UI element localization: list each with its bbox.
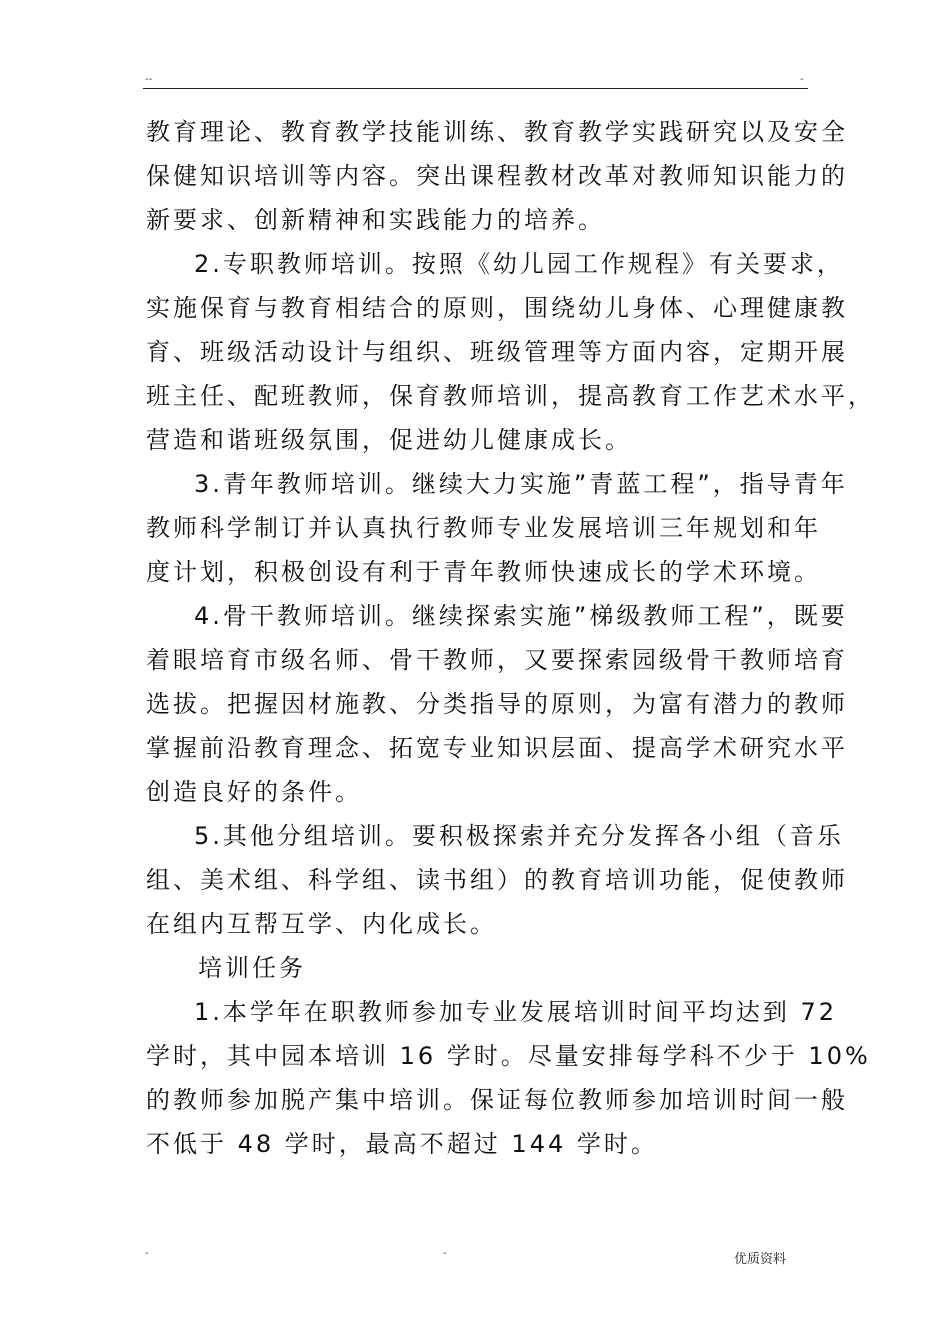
text-line: 营造和谐班级氛围，促进幼儿健康成长。 (146, 426, 632, 454)
text-line: 新要求、创新精神和实践能力的培养。 (146, 206, 605, 234)
text-line: 实施保育与教育相结合的原则，围绕幼儿身体、心理健康教 (146, 294, 848, 322)
header-rule (143, 88, 808, 89)
text-line: 的教师参加脱产集中培训。保证每位教师参加培训时间一般 (146, 1086, 848, 1114)
footer-left-mark: - (145, 1248, 149, 1259)
text-line: 选拔。把握因材施教、分类指导的原则，为富有潜力的教师 (146, 690, 848, 718)
document-body (146, 110, 875, 1166)
text-line: 教师科学制订并认真执行教师专业发展培训三年规划和年 (146, 514, 821, 542)
header-left-mark: -- (145, 74, 153, 85)
header-right-mark: - (800, 74, 804, 85)
text-line: 组、美术组、科学组、读书组）的教育培训功能，促使教师 (146, 866, 848, 894)
text-line: 育、班级活动设计与组织、班级管理等方面内容，定期开展 (146, 338, 848, 366)
text-line: 班主任、配班教师，保育教师培训，提高教育工作艺术水平， (146, 382, 875, 410)
paragraph-start-line: 4.骨干教师培训。继续探索实施”梯级教师工程”，既要 (194, 602, 848, 630)
paragraph-start-line: 3.青年教师培训。继续大力实施”青蓝工程”，指导青年 (194, 470, 848, 498)
text-line: 度计划，积极创设有利于青年教师快速成长的学术环境。 (146, 558, 821, 586)
text-line: 创造良好的条件。 (146, 778, 362, 806)
footer-mid-mark: - (443, 1248, 447, 1259)
footer-label: 优质资料 (734, 1252, 787, 1267)
text-line: 着眼培育市级名师、骨干教师，又要探索园级骨干教师培育 (146, 646, 848, 674)
section-heading: 培训任务 (198, 954, 306, 982)
paragraph-start-line: 2.专职教师培训。按照《幼儿园工作规程》有关要求， (194, 250, 844, 278)
text-line: 掌握前沿教育理念、拓宽专业知识层面、提高学术研究水平 (146, 734, 848, 762)
paragraph-start-line: 1.本学年在职教师参加专业发展培训时间平均达到 72 (194, 998, 838, 1026)
text-line: 保健知识培训等内容。突出课程教材改革对教师知识能力的 (146, 162, 848, 190)
paragraph-start-line: 5.其他分组培训。要积极探索并充分发挥各小组（音乐 (194, 822, 844, 850)
text-line: 教育理论、教育教学技能训练、教育教学实践研究以及安全 (146, 118, 848, 146)
text-line: 学时，其中园本培训 16 学时。尽量安排每学科不少于 10% (146, 1042, 871, 1070)
text-line: 不低于 48 学时，最高不超过 144 学时。 (146, 1130, 658, 1158)
text-line: 在组内互帮互学、内化成长。 (146, 910, 497, 938)
